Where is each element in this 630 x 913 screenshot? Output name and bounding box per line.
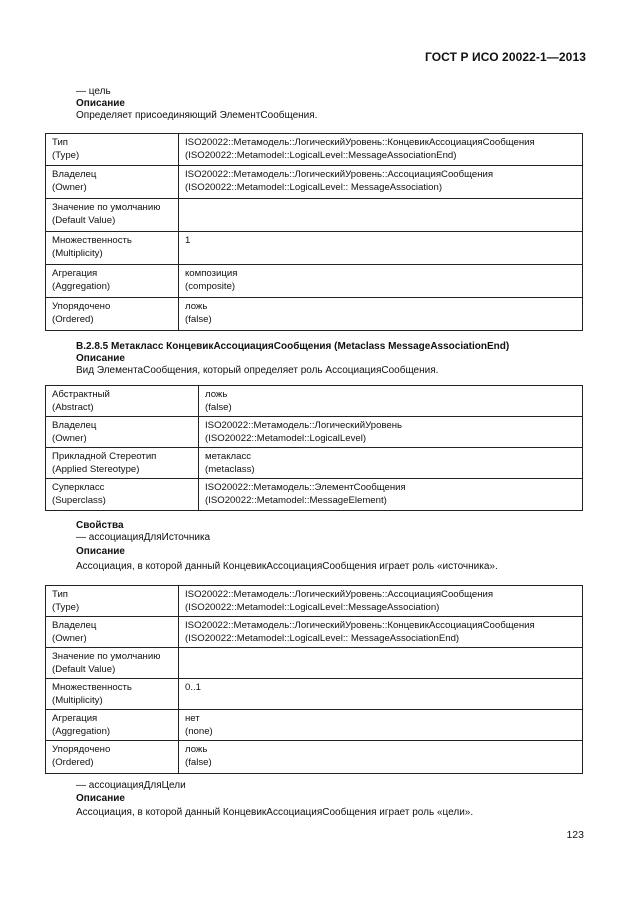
property-value-cell: [179, 232, 583, 265]
property-label: Владелец: [52, 420, 97, 431]
properties-table-target: [45, 133, 583, 331]
property-label: Тип: [52, 589, 68, 600]
description-heading: Описание: [76, 793, 125, 804]
property-value-cell: [179, 741, 583, 774]
document-header: ГОСТ Р ИСО 20022-1—2013: [424, 50, 586, 64]
description-text: Ассоциация, в которой данный КонцевикАссоциацияСообщения играет роль «источника».: [76, 561, 498, 572]
property-value: (ISO20022::Metamodel::LogicalLevel:: MessageAssociation): [185, 181, 443, 193]
table-row: [46, 586, 583, 617]
property-value-cell: [179, 265, 583, 298]
property-label: (Multiplicity): [52, 247, 103, 259]
property-value: (ISO20022::Metamodel::LogicalLevel::MessageAssociation): [185, 601, 440, 613]
property-label-cell: [46, 617, 179, 648]
property-label: (Superclass): [52, 494, 106, 506]
property-value-cell: [199, 386, 583, 417]
description-text: Определяет присоединяющий ЭлементСообщения.: [76, 110, 318, 121]
property-label: (Default Value): [52, 214, 116, 226]
property-value: (false): [185, 756, 212, 768]
table-row: [46, 417, 583, 448]
description-heading: Описание: [76, 353, 125, 364]
property-value-cell: [199, 417, 583, 448]
property-label: (Abstract): [52, 401, 94, 413]
property-value: 1: [185, 235, 191, 246]
table-row: [46, 386, 583, 417]
property-value: ложь: [205, 389, 228, 400]
property-value-cell: [199, 479, 583, 511]
page-number: 123: [566, 829, 584, 841]
description-heading: Описание: [76, 98, 125, 109]
property-label: (Multiplicity): [52, 694, 103, 706]
property-item-target-association: — ассоциацияДляЦели: [76, 780, 186, 791]
property-label-cell: [46, 265, 179, 298]
property-value: ISO20022::Метамодель::ЛогическийУровень: [205, 420, 403, 431]
property-value: (false): [185, 313, 212, 325]
property-item-source: — ассоциацияДляИсточника: [76, 532, 211, 543]
property-value-cell: [179, 134, 583, 166]
property-label: Абстрактный: [52, 389, 110, 400]
property-label: (Default Value): [52, 663, 116, 675]
table-row: [46, 166, 583, 199]
property-label: Владелец: [52, 169, 97, 180]
table-row: [46, 298, 583, 331]
property-label: Прикладной Стереотип: [52, 451, 157, 462]
properties-heading: Свойства: [76, 520, 124, 531]
property-label: Множественность: [52, 682, 132, 693]
property-label-cell: [46, 134, 179, 166]
table-row: [46, 710, 583, 741]
property-label-cell: [46, 166, 179, 199]
property-value: (ISO20022::Metamodel::LogicalLevel::MessageAssociationEnd): [185, 149, 457, 161]
property-label-cell: [46, 710, 179, 741]
property-value: 0..1: [185, 682, 202, 693]
property-value-cell: [179, 648, 583, 679]
table-row: [46, 479, 583, 511]
property-label: (Owner): [52, 432, 87, 444]
property-label-cell: [46, 298, 179, 331]
property-label-cell: [46, 479, 199, 511]
property-value-cell: [179, 199, 583, 232]
property-value: (metaclass): [205, 463, 255, 475]
property-value-cell: [179, 710, 583, 741]
table-row: [46, 232, 583, 265]
property-value-cell: [179, 298, 583, 331]
property-label: (Aggregation): [52, 725, 111, 737]
table-row: [46, 648, 583, 679]
property-value: (ISO20022::Metamodel::MessageElement): [205, 494, 387, 506]
property-label: Агрегация: [52, 268, 98, 279]
property-value: (none): [185, 725, 213, 737]
property-label: Агрегация: [52, 713, 98, 724]
property-label: Упорядочено: [52, 301, 111, 312]
property-value: ISO20022::Метамодель::ЛогическийУровень::АссоциацияСообщения: [185, 169, 494, 180]
property-value: ISO20022::Метамодель::ЛогическийУровень::АссоциацияСообщения: [185, 589, 494, 600]
property-label-cell: [46, 417, 199, 448]
property-label-cell: [46, 232, 179, 265]
property-value-cell: [199, 448, 583, 479]
property-label-cell: [46, 648, 179, 679]
table-row: [46, 199, 583, 232]
property-label-cell: [46, 741, 179, 774]
property-value: композиция: [185, 268, 238, 279]
property-label: Тип: [52, 137, 68, 148]
table-row: [46, 741, 583, 774]
property-value: нет: [185, 713, 200, 724]
property-value: (ISO20022::Metamodel::LogicalLevel:: MessageAssociationEnd): [185, 632, 460, 644]
property-label: (Ordered): [52, 756, 94, 768]
table-row: [46, 617, 583, 648]
property-value: (ISO20022::Metamodel::LogicalLevel): [205, 432, 367, 444]
property-label: Множественность: [52, 235, 132, 246]
property-label: (Ordered): [52, 313, 94, 325]
property-value: (false): [205, 401, 232, 413]
table-row: [46, 134, 583, 166]
property-value: ISO20022::Метамодель::ЛогическийУровень::КонцевикАссоциацияСообщения: [185, 620, 535, 631]
property-label: (Owner): [52, 632, 87, 644]
property-value-cell: [179, 586, 583, 617]
property-label-cell: [46, 586, 179, 617]
property-value: метакласс: [205, 451, 252, 462]
property-label: (Type): [52, 149, 80, 161]
table-row: [46, 265, 583, 298]
property-label-cell: [46, 679, 179, 710]
section-heading: B.2.8.5 Метакласс КонцевикАссоциацияСообщения (Metaclass MessageAssociationEnd): [76, 341, 510, 352]
properties-table-source: [45, 585, 583, 774]
property-value: (composite): [185, 280, 236, 292]
property-value: ложь: [185, 744, 208, 755]
table-row: [46, 448, 583, 479]
description-heading: Описание: [76, 546, 125, 557]
properties-table-metaclass: [45, 385, 583, 511]
property-label-cell: [46, 386, 199, 417]
property-label-cell: [46, 199, 179, 232]
property-label: Значение по умолчанию: [52, 202, 161, 213]
property-label: Владелец: [52, 620, 97, 631]
property-label: Значение по умолчанию: [52, 651, 161, 662]
property-label: (Aggregation): [52, 280, 111, 292]
description-text: Вид ЭлементаСообщения, который определяет роль АссоциацияСообщения.: [76, 365, 439, 376]
description-text: Ассоциация, в которой данный КонцевикАссоциацияСообщения играет роль «цели».: [76, 807, 474, 818]
property-label: (Applied Stereotype): [52, 463, 140, 475]
property-value-cell: [179, 617, 583, 648]
property-value-cell: [179, 679, 583, 710]
property-value: ISO20022::Метамодель::ЛогическийУровень::КонцевикАссоциацияСообщения: [185, 137, 535, 148]
property-value: ложь: [185, 301, 208, 312]
property-label: (Type): [52, 601, 80, 613]
property-label: (Owner): [52, 181, 87, 193]
property-item-target: — цель: [76, 86, 111, 97]
property-value: ISO20022::Метамодель::ЭлементСообщения: [205, 482, 406, 493]
table-row: [46, 679, 583, 710]
property-label-cell: [46, 448, 199, 479]
property-label: Суперкласс: [52, 482, 105, 493]
property-label: Упорядочено: [52, 744, 111, 755]
property-value-cell: [179, 166, 583, 199]
